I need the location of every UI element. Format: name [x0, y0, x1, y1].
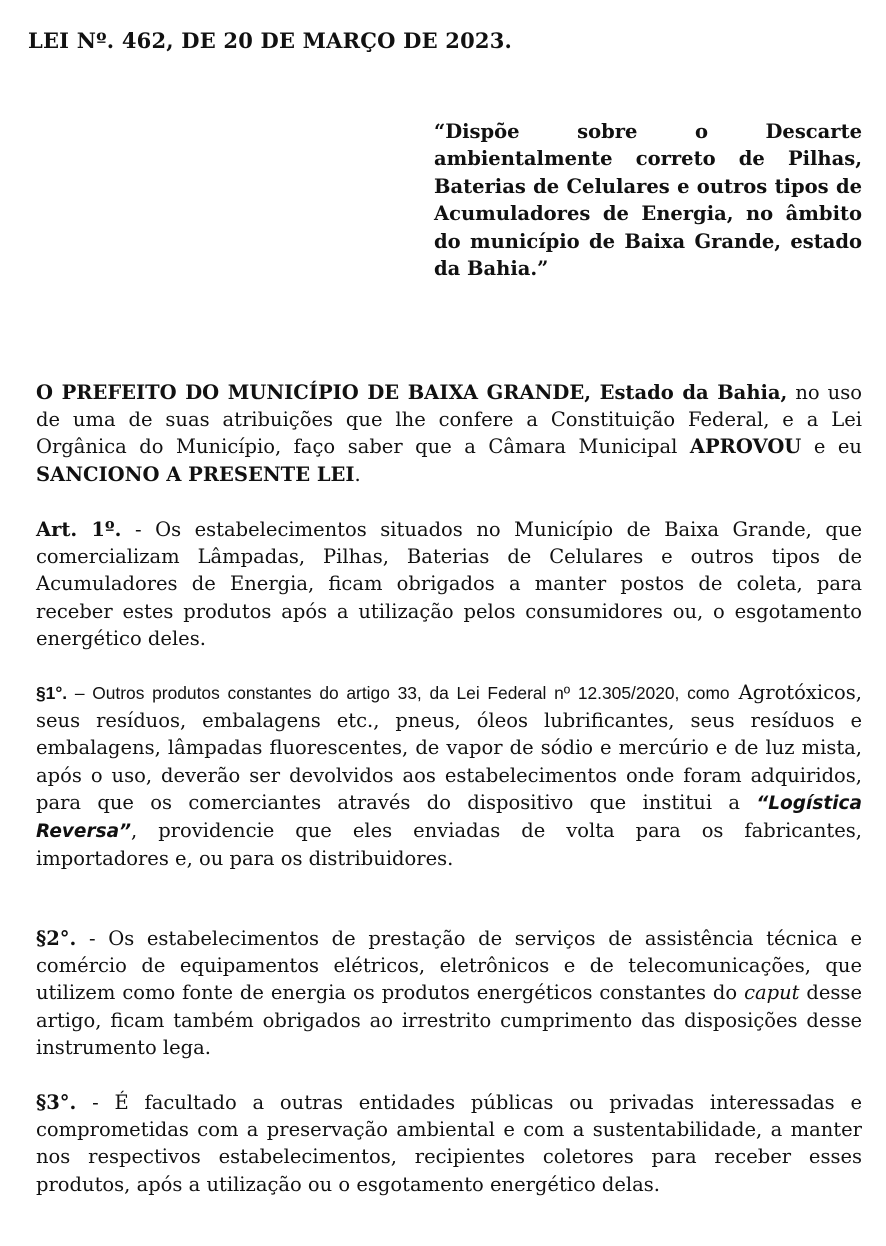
article-1-text: - Os estabelecimentos situados no Município de Baixa Grande, que comercializam Lâmpadas, Pilhas, Baterias de Celulares e outros tipos de Acumuladores de Energia, ficam obrigados a manter postos de coleta, para receber estes produtos após a utilização pelos consumidores ou, o esgotamento energético deles.: [36, 518, 862, 650]
preamble-lead: O PREFEITO DO MUNICÍPIO DE BAIXA GRANDE, Estado da Bahia,: [36, 381, 788, 404]
paragraph-1-text-sans: – Outros produtos constantes do artigo 33, da Lei Federal nº 12.305/2020, como: [67, 683, 730, 703]
preamble-paragraph: [36, 379, 862, 488]
paragraph-2-text-2: desse artigo, ficam também obrigados ao irrestrito cumprimento das disposições desse instrumento lega.: [36, 981, 862, 1059]
law-summary-ementa: “Dispõe sobre o Descarte ambientalmente correto de Pilhas, Baterias de Celulares e outros tipos de Acumuladores de Energia, no âmbito do município de Baixa Grande, estado da Bahia.”: [434, 120, 862, 281]
paragraph-2-label: §2°.: [36, 927, 77, 950]
paragraph-3-text: - É facultado a outras entidades públicas ou privadas interessadas e comprometidas com a preservação ambiental e com a sustentabilidade, a manter nos respectivos estabelecimentos, recipientes coletores para receber esses produtos, após a utilização ou o esgotamento energético delas.: [36, 1091, 862, 1196]
sanction-keyword: SANCIONO A PRESENTE LEI: [36, 462, 355, 486]
paragraph-2: [36, 925, 862, 1061]
paragraph-1-text-2: , providencie que eles enviadas de volta para os fabricantes, importadores e, ou para os distribuidores.: [36, 819, 862, 871]
paragraph-1: [36, 679, 862, 872]
caput-term: caput: [744, 981, 800, 1005]
logistica-reversa-emphasis: “Logística Reversa”: [36, 792, 862, 843]
preamble-text-2: e eu: [801, 435, 862, 459]
article-1-paragraph: [36, 516, 862, 652]
preamble-text-1: no uso de uma de suas atribuições que lhe confere a Constituição Federal, e a Lei Orgânica do Município, faço saber que a Câmara Municipal: [36, 381, 862, 459]
paragraph-3: [36, 1089, 862, 1198]
law-title: LEI Nº. 462, DE 20 DE MARÇO DE 2023.: [28, 28, 513, 53]
paragraph-1-text-1: Agrotóxicos, seus resíduos, embalagens etc., pneus, óleos lubrificantes, seus resíduos e embalagens, lâmpadas fluorescentes, de vapor de sódio e mercúrio e de luz mista, após o uso, deverão ser devolvidos aos estabelecimentos onde foram adquiridos, para que os comerciantes através do dispositivo que institui a: [36, 681, 862, 814]
paragraph-2-text-1: - Os estabelecimentos de prestação de serviços de assistência técnica e comércio de equipamentos elétricos, eletrônicos e de telecomunicações, que utilizem como fonte de energia os produtos energéticos constantes do: [36, 927, 862, 1005]
preamble-text-3: .: [354, 462, 361, 486]
paragraph-1-label: §1°.: [36, 683, 68, 703]
approved-keyword: APROVOU: [689, 435, 802, 459]
article-1-label: Art. 1º.: [36, 518, 122, 541]
paragraph-3-label: §3°.: [36, 1091, 77, 1114]
